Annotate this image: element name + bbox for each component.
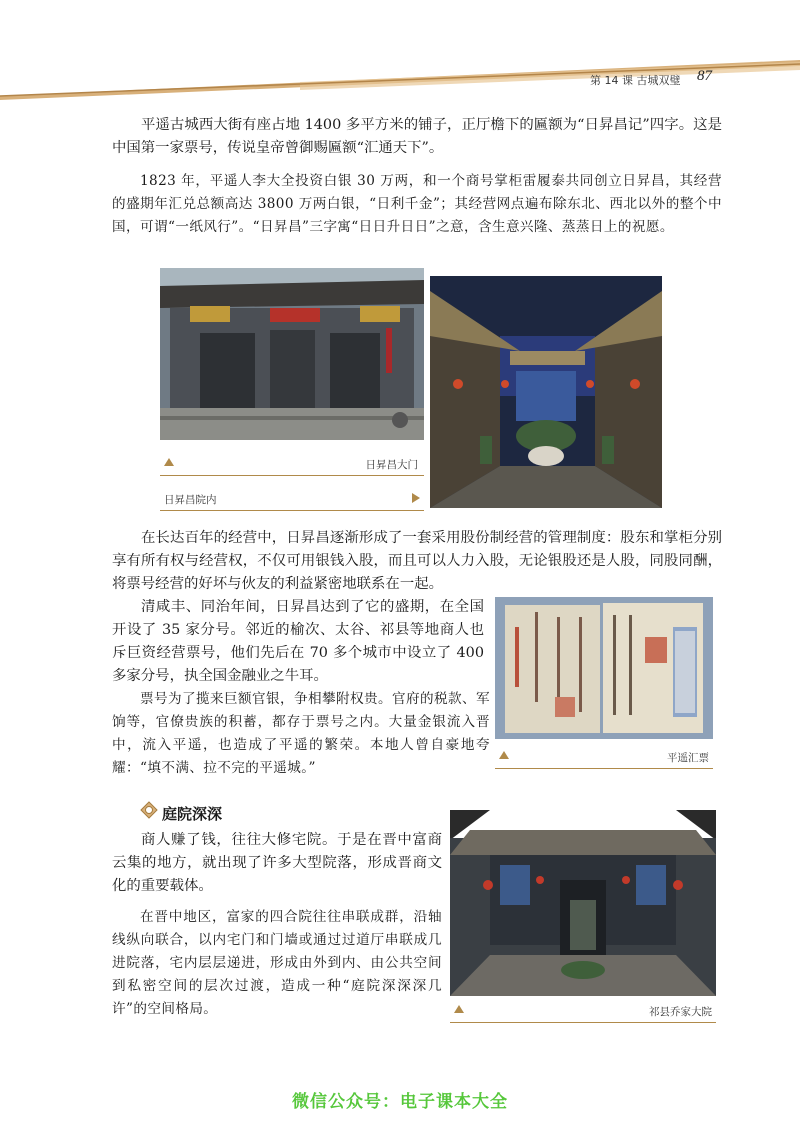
caption-triangle-icon: [412, 493, 420, 503]
caption-triangle-icon: [499, 751, 509, 759]
section-emblem-icon: [140, 801, 158, 819]
caption-qiao: 祁县乔家大院: [450, 996, 716, 1023]
photo-gate: [160, 268, 424, 440]
caption-triangle-icon: [164, 458, 174, 466]
watermark-text: 微信公众号：电子课本大全: [292, 1092, 508, 1112]
paragraph-3: 在长达百年的经营中，日昇昌逐渐形成了一套采用股份制经营的管理制度：股东和掌柜分别享有所有权与经营权，不仅可用银钱入股，而且可以人力入股，无论银股还是人股，同股同酬，将票号经营的好坏与伙友的利益紧密地联系在一起。: [112, 530, 722, 592]
photo-courtyard: [430, 276, 662, 508]
paragraph-6: 商人赚了钱，往往大修宅院。于是在晋中富商云集的地方，就出现了许多大型院落，形成晋商文化的重要载体。: [112, 832, 442, 894]
page-number: 87: [697, 68, 712, 84]
photo-draft: [495, 597, 713, 739]
photo-qiao: [450, 810, 716, 996]
lesson-header: 第 14 课 古城双璧: [590, 74, 681, 87]
paragraph-1: 平遥古城西大街有座占地 1400 多平方米的铺子，正厅檐下的匾额为“日昇昌记”四字。这是中国第一家票号，传说皇帝曾御赐匾额“汇通天下”。: [112, 117, 722, 156]
paragraph-7: 在晋中地区，富家的四合院往往串联成群，沿轴线纵向联合，以内宅门和门墙或通过过道厅串联成几进院落，宅内层层递进，形成由外到内、由公共空间到私密空间的层次过渡，造成一种“庭院深深深几许”的空间格局。: [112, 909, 442, 1017]
paragraph-2: 1823 年，平遥人李大全投资白银 30 万两，和一个商号掌柜雷履泰共同创立日昇昌，其经营的盛期年汇兑总额高达 3800 万两白银，“日利千金”；其经营网点遍布除东北、西北以外的整个中国，可谓“一纸风行”。“日昇昌”三字寓“日日升日日”之意，含生意兴隆、蒸蒸日上的祝愿。: [112, 173, 722, 235]
section-title: 庭院深深: [162, 805, 223, 823]
paragraph-5: 票号为了揽来巨额官银，争相攀附权贵。官府的税款、军饷等，官僚贵族的积蓄，都存于票号之内。大量金银流入晋中，流入平遥，也造成了平遥的繁荣。本地人曾自豪地夸耀：“填不满、拉不完的平遥城。”: [112, 691, 490, 776]
caption-courtyard: 日昇昌院内: [160, 484, 424, 511]
caption-draft: 平遥汇票: [495, 742, 713, 769]
caption-gate: 日昇昌大门: [160, 449, 424, 476]
caption-triangle-icon: [454, 1005, 464, 1013]
paragraph-4: 清咸丰、同治年间，日昇昌达到了它的盛期，在全国开设了 35 家分号。邻近的榆次、太谷、祁县等地商人也斥巨资经营票号，他们先后在 70 多个城市中设立了 400 多家分号，执全国金融业之牛耳。: [112, 599, 484, 684]
